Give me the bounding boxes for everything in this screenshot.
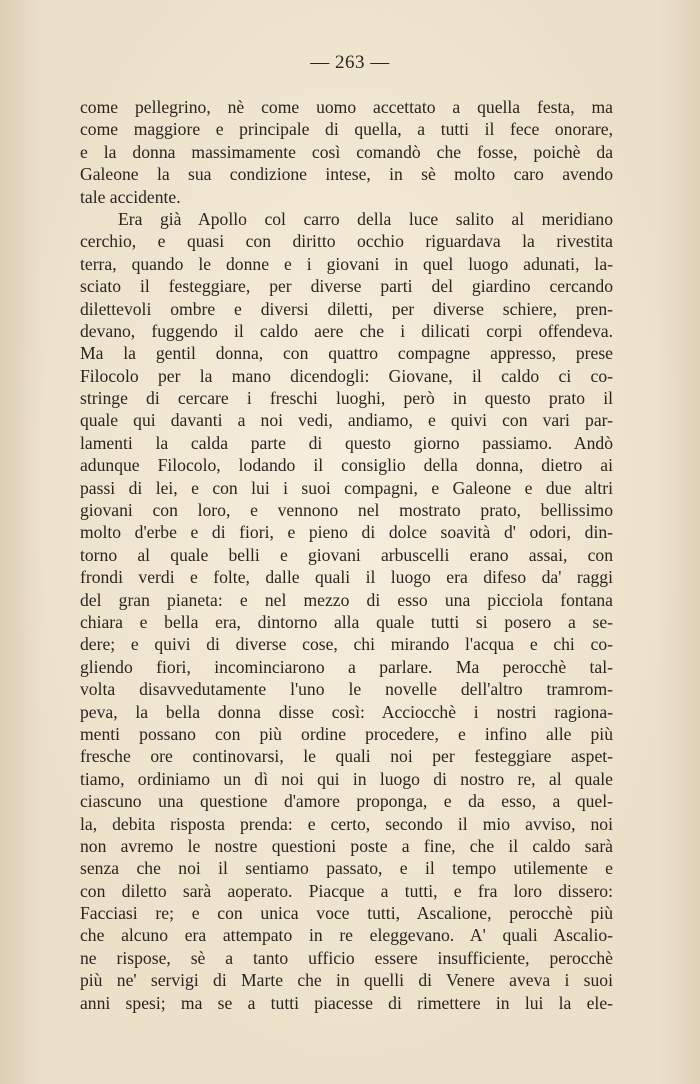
text-line: Ma la gentil donna, con quattro compagne appresso, prese bbox=[80, 343, 613, 364]
text-line: cerchio, e quasi con diritto occhio riguardava la rivestita bbox=[80, 231, 613, 252]
text-line: devano, fuggendo il caldo aere che i dilicati corpi offendeva. bbox=[80, 320, 613, 341]
text-line: stringe di cercare i freschi luoghi, però in questo prato il bbox=[80, 388, 613, 409]
text-line: Galeone la sua condizione intese, in sè molto caro avendo bbox=[80, 164, 613, 185]
text-line: che alcuno era attempato in re eleggevano. A' quali Ascalio- bbox=[80, 925, 613, 946]
text-line: passi di lei, e con lui i suoi compagni, e Galeone e due altri bbox=[80, 477, 613, 498]
text-line: terra, quando le donne e i giovani in quel luogo adunati, la- bbox=[80, 253, 613, 274]
text-line: ciascuno una questione d'amore proponga, e da esso, a quel- bbox=[80, 791, 613, 812]
text-line: ne rispose, sè a tanto ufficio essere insufficiente, perocchè bbox=[80, 947, 613, 968]
text-line: chiara e bella era, dintorno alla quale tutti si posero a se- bbox=[80, 611, 613, 632]
text-line: Era già Apollo col carro della luce salito al meridiano bbox=[118, 208, 613, 229]
text-line: torno al quale belli e giovani arbuscelli erano assai, con bbox=[80, 544, 613, 565]
text-line: volta disavvedutamente l'uno le novelle dell'altro tramrom- bbox=[80, 679, 613, 700]
text-line: gliendo fiori, incominciarono a parlare. Ma perocchè tal- bbox=[80, 656, 613, 677]
text-line: sciato il festeggiare, per diverse parti del giardino cercando bbox=[80, 276, 613, 297]
text-line: quale qui davanti a noi vedi, andiamo, e quivi con vari par- bbox=[80, 410, 613, 431]
text-line: menti possano con più ordine procedere, e infino alle più bbox=[80, 723, 613, 744]
text-line: non avremo le nostre questioni poste a fine, che il caldo sarà bbox=[80, 835, 613, 856]
text-line: Facciasi re; e con unica voce tutti, Ascalione, perocchè più bbox=[80, 903, 613, 924]
text-line: la, debita risposta prenda: e certo, secondo il mio avviso, noi bbox=[80, 813, 613, 834]
text-line: più ne' servigi di Marte che in quelli di Venere aveva i suoi bbox=[80, 970, 613, 991]
text-line: e la donna massimamente così comandò che fosse, poichè da bbox=[80, 141, 613, 162]
text-line: dere; e quivi di diverse cose, chi mirando l'acqua e chi co- bbox=[80, 634, 613, 655]
text-line: molto d'erbe e di fiori, e pieno di dolce soavità d' odori, din- bbox=[80, 522, 613, 543]
text-line: come pellegrino, nè come uomo accettato a quella festa, ma bbox=[80, 97, 613, 117]
text-line: fresche ore continovarsi, le quali noi per festeggiare aspet- bbox=[80, 746, 613, 767]
text-line: senza che noi il sentiamo passato, e il tempo utilemente e bbox=[80, 858, 613, 879]
page-number: — 263 — bbox=[310, 52, 390, 73]
text-line: adunque Filocolo, lodando il consiglio della donna, dietro ai bbox=[80, 455, 613, 476]
text-line: dilettevoli ombre e diversi diletti, per diverse schiere, pren- bbox=[80, 298, 613, 319]
text-line: lamenti la calda parte di questo giorno passiamo. Andò bbox=[80, 432, 613, 453]
text-line: anni spesi; ma se a tutti piacesse di rimettere in lui la ele- bbox=[80, 992, 613, 1013]
text-line: giovani con loro, e vennono nel mostrato prato, bellissimo bbox=[80, 500, 613, 521]
text-line: frondi verdi e folte, dalle quali il luogo era difeso da' raggi bbox=[80, 567, 613, 588]
text-line: peva, la bella donna disse così: Acciocchè i nostri ragiona- bbox=[80, 701, 613, 722]
body-text bbox=[80, 96, 613, 1014]
text-line: tale accidente. bbox=[80, 186, 181, 207]
text-line: tiamo, ordiniamo un dì noi qui in luogo di nostro re, al quale bbox=[80, 768, 613, 789]
text-line: del gran pianeta: e nel mezzo di esso una picciola fontana bbox=[80, 589, 613, 610]
text-line: come maggiore e principale di quella, a tutti il fece onorare, bbox=[80, 119, 613, 140]
text-line: Filocolo per la mano dicendogli: Giovane, il caldo ci co- bbox=[80, 365, 613, 386]
text-line: con diletto sarà aoperato. Piacque a tutti, e fra loro dissero: bbox=[80, 880, 613, 901]
